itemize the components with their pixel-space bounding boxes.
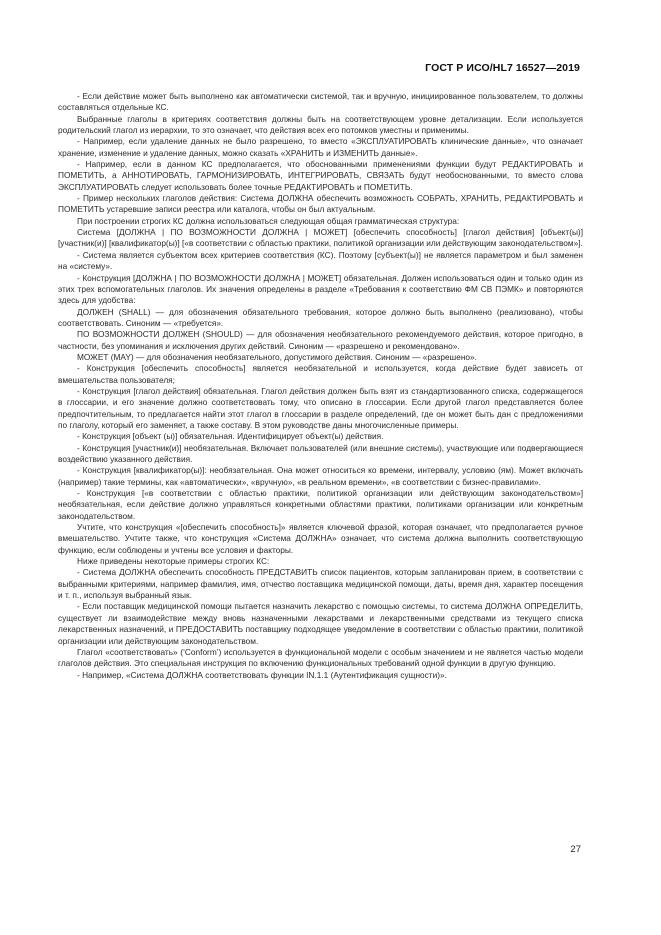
paragraph: - Например, если в данном КС предполагается, что обоснованными применениями функции будут РЕДАКТИРОВАТЬ и ПОМЕТИТЬ, а АННОТИРОВАТЬ, ГАРМОНИЗИРОВАТЬ, ИНТЕГРИРОВАТЬ, СВЯЗАТЬ будут необоснованными, то вместо слова ЭКСПЛУАТИРОВАТЬ следует использовать более точные РЕДАКТИРОВАТЬ и ПОМЕТИТЬ.: [58, 159, 583, 192]
paragraph: Глагол «соответствовать» (‘Conform’) используется в функциональной модели с особым значением и не является частью модели глаголов действия. Это специальная инструкция по включению функциональных требований одной функции в другую функцию.: [58, 646, 583, 669]
paragraph: - Пример нескольких глаголов действия: Система ДОЛЖНА обеспечить возможность СОБРАТЬ, ХРАНИТЬ, РЕДАКТИРОВАТЬ и ПОМЕТИТЬ устаревшие записи реестра или каталога, чтобы он был актуальным.: [58, 193, 583, 215]
paragraph: При построении строгих КС должна использоваться следующая общая грамматическая структура:: [77, 215, 460, 226]
paragraph: - Конструкция [глагол действия] обязательная. Глагол действия должен быть взят из стандартизованного списка, содержащегося в глоссарии, и его значение должно соответствовать тому, что описано в глоссарии. Если другой глагол представляется более предпочтительным, то предлагается найти этот глагол в глоссарии в разделе определений, где он может быть дан с предложениями по глаголу, который его заменяет, а также составу. В этом руководстве даны многочисленные примеры.: [58, 385, 583, 430]
paragraph: - Конструкция [квалификатор(ы)]: необязательная. Она может относиться ко времени, интервалу, условию (ям). Может включать (например) такие термины, как «автоматически», «вручную», «в реальном времени», «в соответствии с бизнес-правилами».: [58, 465, 583, 487]
paragraph: - Система ДОЛЖНА обеспечить способность ПРЕДСТАВИТЬ список пациентов, которым запланирован прием, в соответствии с выбранными критериями, например фамилия, имя, отчество поставщика медицинской помощи, даты, время дня, характер посещения и т. п., используя выбранный язык.: [58, 567, 583, 601]
paragraph: - Конструкция [«в соответствии с областью практики, политикой организации или действующим законодательством»] необязательная, если действие должно управляться конкретными областями практики, политиками организации или конкретным законодательством.: [58, 488, 583, 521]
paragraph: - Конструкция [объект (ы)] обязательная. Идентифицирует объект(ы) действия.: [77, 431, 384, 442]
paragraph: ДОЛЖЕН (SHALL) — для обозначения обязательного требования, которое должно быть выполнено (реализовано), чтобы соответствовать. Синоним — «требуется».: [58, 306, 583, 328]
document-body: [58, 91, 583, 681]
paragraph: Ниже приведены некоторые примеры строгих КС:: [77, 556, 270, 567]
paragraph: Система [ДОЛЖНА | ПО ВОЗМОЖНОСТИ ДОЛЖНА | МОЖЕТ] [обеспечить способность] [глагол действия] [объект(ы)] [участник(и)] [квалификатор(ы)] [«в соответствии с областью практики, политикой организации или действующим законодательством»].: [58, 227, 583, 249]
paragraph: - Например, «Система ДОЛЖНА соответствовать функции IN.1.1 (Аутентификация сущности)».: [77, 669, 447, 680]
page-number: 27: [570, 844, 581, 855]
paragraph: - Конструкция [ДОЛЖНА | ПО ВОЗМОЖНОСТИ ДОЛЖНА | МОЖЕТ] обязательная. Должен использоваться один и только один из этих трех вспомогательных глаголов. Их значения определены в разделе «Требования к соответствию ФМ СВ ПЭМК» и повторяются здесь для удобства:: [58, 272, 583, 306]
paragraph: - Например, если удаление данных не было разрешено, то вместо «ЭКСПЛУАТИРОВАТЬ клинические данные», что означает хранение, изменение и удаление данных, можно сказать «ХРАНИТЬ и ИЗМЕНИТЬ данные».: [58, 136, 583, 158]
paragraph: ПО ВОЗМОЖНОСТИ ДОЛЖЕН (SHOULD) — для обозначения необязательного рекомендуемого действия, которое пригодно, в частности, без упоминания и исключения других действий. Синоним — «разрешено и рекомендовано».: [58, 329, 583, 351]
document-header: ГОСТ Р ИСО/HL7 16527—2019: [425, 62, 580, 74]
paragraph: - Конструкция [участник(и)] необязательная. Включает пользователей (или внешние системы), участвующие или подвергающиеся воздействию указанного действия.: [58, 442, 583, 464]
paragraph: Выбранные глаголы в критериях соответствия должны быть на соответствующем уровне детализации. Если используется родительский глагол из иерархии, то это означает, что действия всех его потомков уместны и применимы.: [58, 113, 583, 136]
paragraph: Учтите, что конструкция «[обеспечить способность]» является ключевой фразой, которая означает, что предполагается ручное вмешательство. Учтите также, что конструкция «Система ДОЛЖНА» означает, что система должна выполнить соответствующую функцию, если соблюдены и учтены все условия и факторы.: [58, 522, 583, 555]
paragraph: - Если действие может быть выполнено как автоматически системой, так и вручную, инициированное пользователем, то должны составляться отдельные КС.: [58, 91, 583, 113]
paragraph: - Система является субъектом всех критериев соответствия (КС). Поэтому [субъект(ы)] не является параметром и был заменен на «систему».: [58, 249, 583, 272]
paragraph: МОЖЕТ (MAY) — для обозначения необязательного, допустимого действия. Синоним — «разрешено».: [77, 351, 477, 362]
paragraph: - Если поставщик медицинской помощи пытается назначить лекарство с помощью системы, то система ДОЛЖНА ОПРЕДЕЛИТЬ, существует ли взаимодействие между вновь назначенными лекарствами и лекарственными средствами из текущего списка лекарственных назначений, и ПРЕДОСТАВИТЬ поставщику подходящее уведомление в соответствии с областью практики, политикой организации или действующим законодательством.: [58, 601, 583, 646]
paragraph: - Конструкция [обеспечить способность] является необязательной и используется, когда действие будет зависеть от вмешательства пользователя;: [58, 363, 583, 385]
